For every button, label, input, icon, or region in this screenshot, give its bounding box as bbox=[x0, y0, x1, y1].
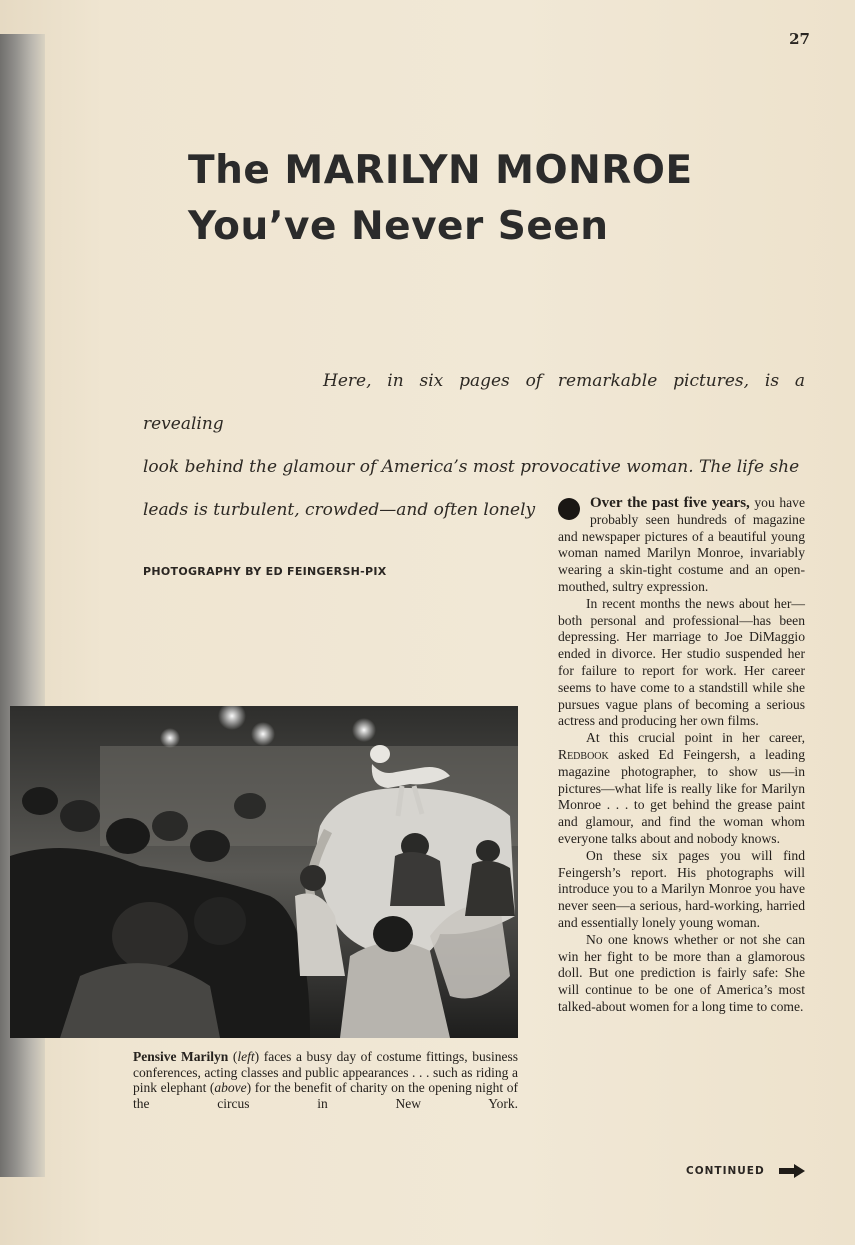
article-lead-in: Over the past five years, bbox=[590, 495, 750, 511]
continued-link[interactable] bbox=[686, 1164, 805, 1178]
page-number: 27 bbox=[789, 30, 810, 48]
headline-line-1: The MARILYN MONROE bbox=[188, 148, 693, 193]
article-paragraph-3 bbox=[558, 730, 805, 848]
article-p1-text: you have probably seen hundreds of magazine and newspaper pictures of a beautiful young woman named Marilyn Monroe, invariably wearing a skin-tight costume and an open-mouthed, sultry expression. bbox=[558, 495, 805, 594]
article-p3-text-1: At this crucial point in her career, bbox=[586, 730, 805, 746]
photo-illustration bbox=[10, 706, 518, 1038]
arrow-right-icon bbox=[779, 1164, 805, 1178]
photo-caption bbox=[133, 1049, 518, 1111]
article-paragraph-1 bbox=[558, 495, 805, 596]
continued-label: CONTINUED bbox=[686, 1165, 765, 1177]
caption-text-2: ) faces a busy day of costume fittings, business conferences, acting classes and public appearances . . . such as riding a pink elephant ( bbox=[133, 1049, 519, 1095]
intro-line-3: leads is turbulent, crowded—and often lonely bbox=[143, 500, 536, 520]
intro-line-1: Here, in six pages of remarkable pictures, is a revealing bbox=[143, 371, 805, 434]
headline bbox=[188, 143, 828, 255]
article-body bbox=[558, 495, 805, 1016]
article-paragraph-2: In recent months the news about her—both personal and professional—has been depressing. Her marriage to Joe DiMaggio ended in divorce. Her studio suspended her for failure to report for work. Her career seems to have come to a standstill while she pursues vague plans of becoming a serious actress and producing her own films. bbox=[558, 595, 805, 729]
bullet-dot-icon bbox=[558, 498, 580, 520]
circus-elephant-photo bbox=[10, 706, 518, 1038]
intro-line-2: look behind the glamour of America’s most provocative woman. The life she bbox=[143, 457, 800, 477]
article-paragraph-5: No one knows whether or not she can win her fight to be more than a glamorous doll. But one prediction is fairly safe: She will continue to be one of America’s most talked-about women for a long time to come. bbox=[558, 931, 805, 1014]
caption-lead: Pensive Marilyn bbox=[133, 1049, 229, 1064]
photo-credit: PHOTOGRAPHY BY ED FEINGERSH-PIX bbox=[143, 565, 387, 578]
article-p3-text-2: asked Ed Feingersh, a leading magazine photographer, to show us—in pictures—what life is really like for Marilyn Monroe . . . to get behind the grease paint and glamour, and find the woman whom everyone talks about and nobody knows. bbox=[558, 746, 805, 846]
caption-above-ref: above bbox=[214, 1080, 247, 1095]
caption-text-1: ( bbox=[228, 1049, 238, 1064]
caption-text-3: ) for the benefit of charity on the opening night of the circus in New York. bbox=[133, 1080, 519, 1111]
article-paragraph-4: On these six pages you will find Feingersh’s report. His photographs will introduce you to a Marilyn Monroe you have never seen—a serious, hard-working, harried and essentially lonely young woman. bbox=[558, 847, 805, 930]
headline-line-2: You’ve Never Seen bbox=[188, 204, 609, 249]
magazine-name: Redbook bbox=[558, 746, 609, 762]
caption-left-ref: left bbox=[237, 1049, 255, 1064]
